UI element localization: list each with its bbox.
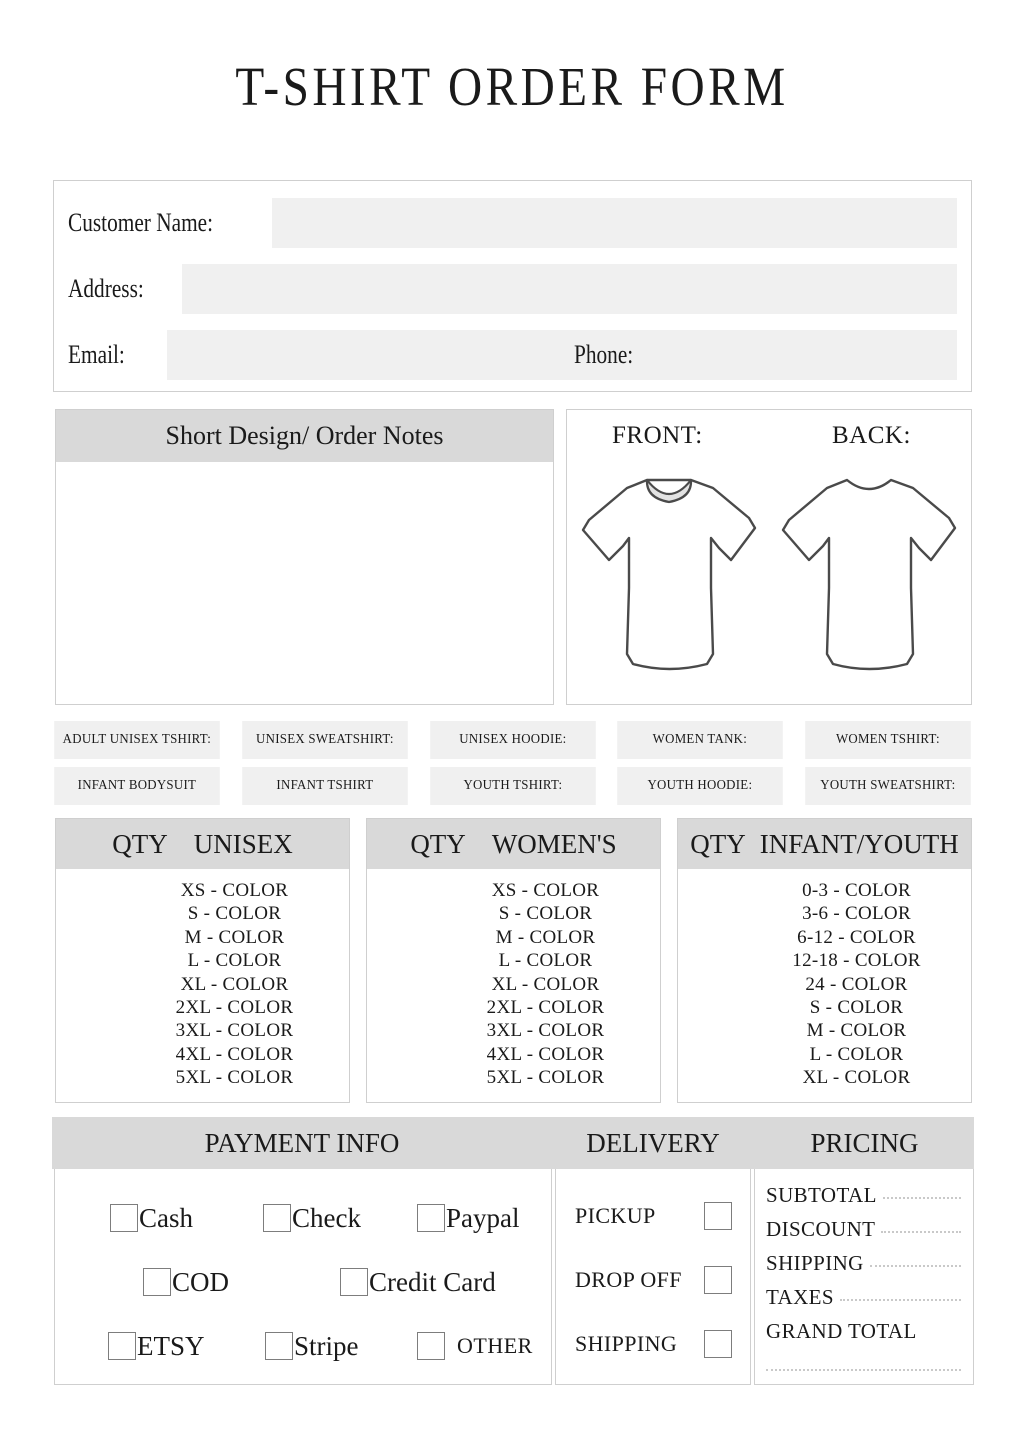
payment-option-paypal[interactable] <box>417 1203 520 1234</box>
checkbox-icon[interactable] <box>417 1332 445 1360</box>
pricing-row-taxes <box>766 1285 961 1319</box>
qty-body-womens <box>367 869 660 1102</box>
back-label: BACK: <box>832 422 911 449</box>
tshirt-front-icon <box>579 468 759 683</box>
pricing-value-discount[interactable] <box>881 1231 961 1233</box>
email-label: Email: <box>68 340 125 369</box>
payment-option-credit-card[interactable] <box>340 1267 496 1298</box>
checkbox-icon[interactable] <box>704 1330 732 1358</box>
qty-size-row[interactable]: M - COLOR <box>184 926 285 948</box>
qty-size-row[interactable]: 24 - COLOR <box>805 973 908 995</box>
delivery-option-drop-off[interactable] <box>556 1260 750 1300</box>
checkbox-icon[interactable] <box>263 1204 291 1232</box>
qty-category: INFANT/YOUTH <box>759 828 959 859</box>
payment-option-label: Check <box>292 1202 361 1233</box>
payment-option-label: ETSY <box>137 1330 205 1361</box>
garment-chip[interactable]: UNISEX SWEATSHIRT: <box>242 721 407 759</box>
pricing-label: SUBTOTAL <box>766 1183 877 1207</box>
payment-option-label: Stripe <box>294 1330 359 1361</box>
pricing-row-subtotal <box>766 1183 961 1217</box>
customer-info-box <box>53 180 972 392</box>
qty-size-row[interactable]: 3-6 - COLOR <box>802 903 911 925</box>
qty-size-row[interactable]: XL - COLOR <box>180 973 289 995</box>
pricing-value-subtotal[interactable] <box>883 1197 961 1199</box>
qty-size-row[interactable]: XS - COLOR <box>491 880 600 901</box>
payment-option-cod[interactable] <box>143 1267 229 1298</box>
pricing-label: DISCOUNT <box>766 1217 876 1241</box>
checkbox-icon[interactable] <box>265 1332 293 1360</box>
address-input[interactable] <box>182 264 957 314</box>
shirt-mockups-box <box>566 409 972 705</box>
bottom-section-header <box>52 1117 974 1169</box>
checkbox-icon[interactable] <box>704 1202 732 1230</box>
pricing-row-discount <box>766 1217 961 1251</box>
qty-size-row[interactable]: 12-18 - COLOR <box>792 950 921 972</box>
qty-size-row[interactable]: 2XL - COLOR <box>175 997 294 1019</box>
qty-size-row[interactable]: 4XL - COLOR <box>175 1043 294 1065</box>
payment-row-2 <box>55 1255 551 1309</box>
payment-option-label: COD <box>172 1266 230 1297</box>
payment-info-panel <box>54 1169 552 1385</box>
garment-chip[interactable]: YOUTH HOODIE: <box>618 767 783 805</box>
qty-size-row[interactable]: S - COLOR <box>498 903 593 925</box>
qty-size-row[interactable]: 6-12 - COLOR <box>797 926 916 948</box>
qty-size-row[interactable]: 2XL - COLOR <box>486 997 605 1019</box>
qty-header-infant-youth <box>678 819 971 869</box>
checkbox-icon[interactable] <box>108 1332 136 1360</box>
garment-row-1 <box>47 721 978 759</box>
qty-category: UNISEX <box>193 828 293 859</box>
delivery-option-label: PICKUP <box>575 1203 656 1228</box>
front-label: FRONT: <box>612 422 703 449</box>
qty-size-row[interactable]: 3XL - COLOR <box>175 1020 294 1042</box>
payment-option-label: OTHER <box>457 1333 533 1358</box>
qty-size-row[interactable]: M - COLOR <box>495 926 596 948</box>
checkbox-icon[interactable] <box>340 1268 368 1296</box>
address-row <box>54 264 971 314</box>
customer-name-label: Customer Name: <box>68 208 214 237</box>
garment-chip[interactable]: INFANT TSHIRT <box>242 767 407 805</box>
pricing-value-shipping[interactable] <box>870 1265 961 1267</box>
checkbox-icon[interactable] <box>143 1268 171 1296</box>
qty-size-row[interactable]: 5XL - COLOR <box>486 1067 605 1089</box>
qty-size-row[interactable]: 0-3 - COLOR <box>802 880 911 901</box>
pricing-row-grand-total <box>766 1319 961 1353</box>
qty-header-unisex <box>56 819 349 869</box>
payment-option-etsy[interactable] <box>108 1331 205 1362</box>
qty-size-row[interactable]: 5XL - COLOR <box>175 1067 294 1089</box>
qty-body-unisex <box>56 869 349 1102</box>
grand-total-value[interactable] <box>766 1369 961 1371</box>
qty-size-row[interactable]: L - COLOR <box>498 950 593 972</box>
delivery-panel <box>555 1169 751 1385</box>
pricing-panel <box>754 1169 974 1385</box>
qty-category: WOMEN'S <box>491 828 617 859</box>
tshirt-back-icon <box>779 468 959 683</box>
qty-size-row[interactable]: M - COLOR <box>806 1020 907 1042</box>
garment-chip[interactable]: YOUTH SWEATSHIRT: <box>805 767 970 805</box>
design-notes-header: Short Design/ Order Notes <box>56 410 553 462</box>
qty-size-row[interactable]: XL - COLOR <box>491 973 600 995</box>
qty-body-infant-youth <box>678 869 971 1102</box>
qty-size-row[interactable]: 4XL - COLOR <box>486 1043 605 1065</box>
qty-column-unisex <box>55 818 350 1103</box>
payment-option-other[interactable] <box>417 1332 533 1360</box>
delivery-option-label: DROP OFF <box>575 1267 682 1292</box>
payment-row-3 <box>55 1319 551 1373</box>
qty-size-row[interactable]: S - COLOR <box>809 997 904 1019</box>
garment-chip[interactable]: ADULT UNISEX TSHIRT: <box>54 721 219 759</box>
payment-info-header: PAYMENT INFO <box>204 1128 400 1158</box>
qty-label: QTY <box>690 828 746 859</box>
qty-column-infant-youth <box>677 818 972 1103</box>
customer-name-row <box>54 198 971 248</box>
qty-size-row[interactable]: 3XL - COLOR <box>486 1020 605 1042</box>
pricing-label: SHIPPING <box>766 1251 864 1275</box>
email-input[interactable] <box>167 330 957 380</box>
payment-option-cash[interactable] <box>110 1203 193 1234</box>
qty-size-row[interactable]: S - COLOR <box>187 903 282 925</box>
qty-size-row[interactable]: XL - COLOR <box>802 1067 911 1089</box>
qty-size-row[interactable]: XS - COLOR <box>180 880 289 901</box>
delivery-option-pickup[interactable] <box>556 1196 750 1236</box>
qty-header-womens <box>367 819 660 869</box>
design-notes-box <box>55 409 554 705</box>
qty-size-row[interactable]: L - COLOR <box>187 950 282 972</box>
delivery-header: DELIVERY <box>586 1128 720 1158</box>
checkbox-icon[interactable] <box>417 1204 445 1232</box>
email-phone-row <box>54 330 971 380</box>
qty-columns <box>55 818 972 1103</box>
qty-column-womens <box>366 818 661 1103</box>
pricing-row-shipping <box>766 1251 961 1285</box>
garment-type-list <box>47 721 978 813</box>
pricing-header: PRICING <box>810 1128 919 1158</box>
pricing-value-taxes[interactable] <box>840 1299 961 1301</box>
garment-chip[interactable]: INFANT BODYSUIT <box>54 767 219 805</box>
payment-option-label: Paypal <box>446 1202 520 1233</box>
garment-row-2 <box>47 767 978 805</box>
garment-chip[interactable]: WOMEN TANK: <box>618 721 783 759</box>
delivery-option-shipping[interactable] <box>556 1324 750 1364</box>
qty-size-row[interactable]: L - COLOR <box>809 1043 904 1065</box>
customer-name-input[interactable] <box>272 198 957 248</box>
delivery-option-label: SHIPPING <box>575 1331 678 1356</box>
qty-label: QTY <box>410 828 466 859</box>
phone-label: Phone: <box>574 340 634 369</box>
page-title: T-SHIRT ORDER FORM <box>235 56 789 117</box>
design-notes-input[interactable] <box>56 462 553 704</box>
grand-total-label: GRAND TOTAL <box>766 1319 917 1343</box>
address-label: Address: <box>68 274 144 303</box>
payment-option-check[interactable] <box>263 1203 361 1234</box>
qty-label: QTY <box>112 828 168 859</box>
garment-chip[interactable]: WOMEN TSHIRT: <box>805 721 970 759</box>
payment-option-stripe[interactable] <box>265 1331 359 1362</box>
pricing-label: TAXES <box>766 1285 834 1309</box>
payment-row-1 <box>55 1191 551 1245</box>
garment-chip[interactable]: UNISEX HOODIE: <box>430 721 595 759</box>
checkbox-icon[interactable] <box>704 1266 732 1294</box>
payment-option-label: Cash <box>139 1202 193 1233</box>
garment-chip[interactable]: YOUTH TSHIRT: <box>430 767 595 805</box>
payment-option-label: Credit Card <box>369 1266 496 1297</box>
checkbox-icon[interactable] <box>110 1204 138 1232</box>
